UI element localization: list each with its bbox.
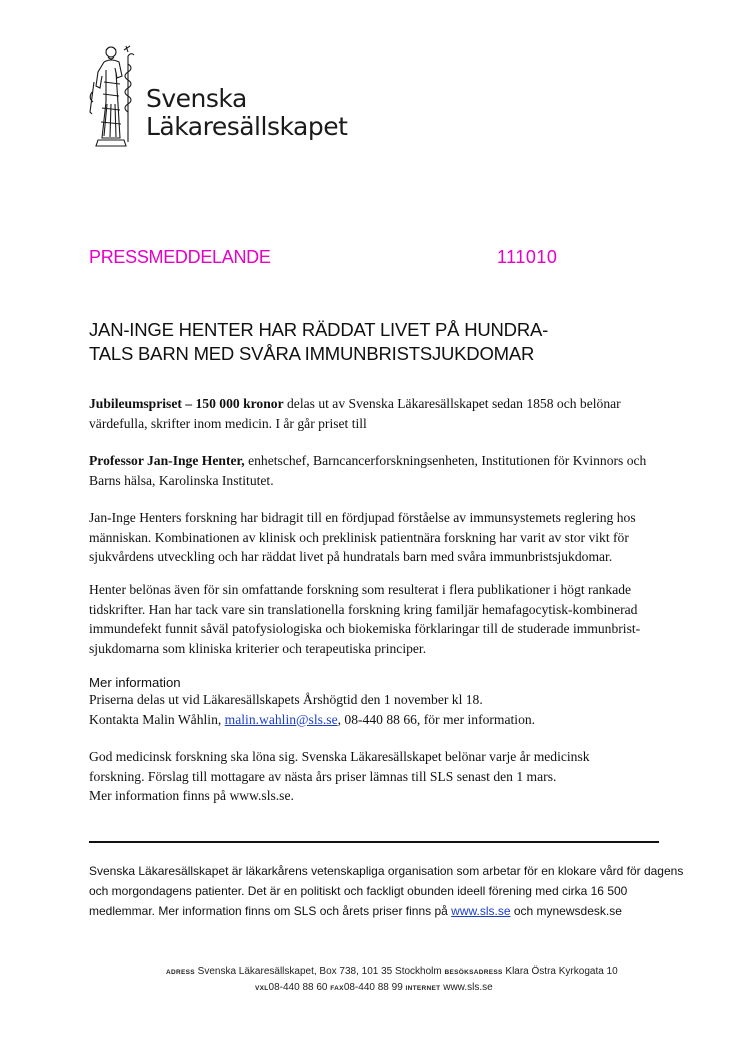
publications-line2: tidskrifter. Han har tack vare sin translationella forskning kring familjär hemafagocytisk-kombinerad: [89, 601, 638, 617]
more-info-paragraph: [89, 690, 669, 729]
footer-address-line: [166, 966, 618, 977]
internet-label: INTERNET: [405, 985, 441, 992]
closing-paragraph: [89, 747, 669, 806]
research-line3: sjukvårdens utveckling och har räddat livet på hundratals barn med svåra immunbristsjukdomar.: [89, 549, 613, 564]
publications-line1: Henter belönas även för sin omfattande forskning som resulterat i flera publikationer i högt rankade: [89, 582, 632, 597]
internet-address: www.sls.se: [440, 982, 493, 993]
visiting-address-label: BESÖKSADRESS: [444, 969, 503, 976]
about-line2: och morgondagens patienter. Det är en politiskt och fackligt obunden ideell förening med cirka 16 500: [89, 884, 628, 898]
footer-contact-line: [255, 982, 493, 993]
research-line2: människan. Kombinationen av klinisk och preklinisk patientnära forskning har varit av stor vikt för: [89, 529, 629, 545]
logo-name-line2: Läkaresällskapet: [146, 112, 348, 141]
publications-line4: sjukdomarna som kliniska kriterier och terapeutiska principer.: [89, 640, 427, 656]
fax-number: 08-440 88 99: [343, 982, 406, 993]
postal-address: Svenska Läkaresällskapet, Box 738, 101 35 Stockholm: [194, 966, 445, 977]
recipient-paragraph: [89, 451, 669, 490]
recipient-affiliation: enhetschef, Barncancerforskningsenheten, Institutionen för Kvinnors och: [244, 453, 647, 468]
publications-paragraph: [89, 580, 669, 658]
switchboard-number: 08-440 88 60: [268, 982, 331, 993]
about-line3-prefix: medlemmar. Mer information finns om SLS och årets priser finns på: [89, 904, 452, 918]
contact-suffix: , 08-440 88 66, för mer information.: [337, 711, 536, 727]
sls-website-link[interactable]: www.sls.se: [451, 904, 511, 918]
prize-intro-rest: delas ut av Svenska Läkaresällskapet sedan 1858 och belönar: [283, 396, 621, 411]
closing-line1: God medicinsk forskning ska löna sig. Svenska Läkaresällskapet belönar varje år medicinsk: [89, 749, 590, 764]
closing-line3: Mer information finns på www.sls.se.: [89, 788, 294, 803]
more-info-heading: Mer information: [89, 675, 181, 690]
prize-intro-line2: värdefulla, skrifter inom medicin. I år går priset till: [89, 415, 367, 431]
visiting-address: Klara Östra Kyrkogata 10: [502, 966, 618, 977]
aesculapius-figure-icon: [84, 42, 144, 150]
press-release-label: PRESSMEDDELANDE: [89, 247, 271, 267]
contact-prefix: Kontakta Malin Wåhlin,: [89, 711, 225, 727]
press-release-date: 111010: [497, 247, 558, 267]
headline-line2: TALS BARN MED SVÅRA IMMUNBRISTSJUKDOMAR: [89, 343, 535, 364]
about-line1: Svenska Läkaresällskapet är läkarkårens vetenskapliga organisation som arbetar för en klokare vård för dagens: [89, 864, 684, 878]
sls-logo: [84, 42, 354, 152]
recipient-affiliation-line2: Barns hälsa, Karolinska Institutet.: [89, 472, 274, 488]
footer-divider: [89, 841, 659, 843]
research-paragraph: [89, 508, 669, 567]
publications-line3: immundefekt funnit såväl patofysiologiska och biokemiska förklaringar till de studerade immunbrist-: [89, 621, 641, 636]
contact-email-link[interactable]: malin.wahlin@sls.se: [224, 711, 338, 727]
closing-line2: forskning. Förslag till mottagare av nästa års priser lämnas till SLS senast den 1 mars.: [89, 768, 557, 784]
switchboard-label: VXL: [255, 985, 269, 992]
more-info-line1: Priserna delas ut vid Läkaresällskapets Årshögtid den 1 november kl 18.: [89, 692, 483, 707]
recipient-name: Professor Jan-Inge Henter,: [89, 453, 245, 468]
headline: [89, 318, 609, 366]
about-line3-suffix: och mynewsdesk.se: [510, 904, 622, 918]
logo-name-line1: Svenska: [146, 84, 247, 113]
headline-line1: JAN-INGE HENTER HAR RÄDDAT LIVET PÅ HUNDRA-: [89, 319, 549, 340]
prize-name: Jubileumspriset – 150 000 kronor: [89, 396, 284, 411]
fax-label: FAX: [330, 985, 344, 992]
address-label: ADRESS: [166, 969, 195, 976]
research-line1: Jan-Inge Henters forskning har bidragit till en fördjupad förståelse av immunsystemets reglering hos: [89, 510, 636, 525]
prize-intro-paragraph: [89, 394, 669, 433]
about-sls-paragraph: [89, 861, 684, 921]
